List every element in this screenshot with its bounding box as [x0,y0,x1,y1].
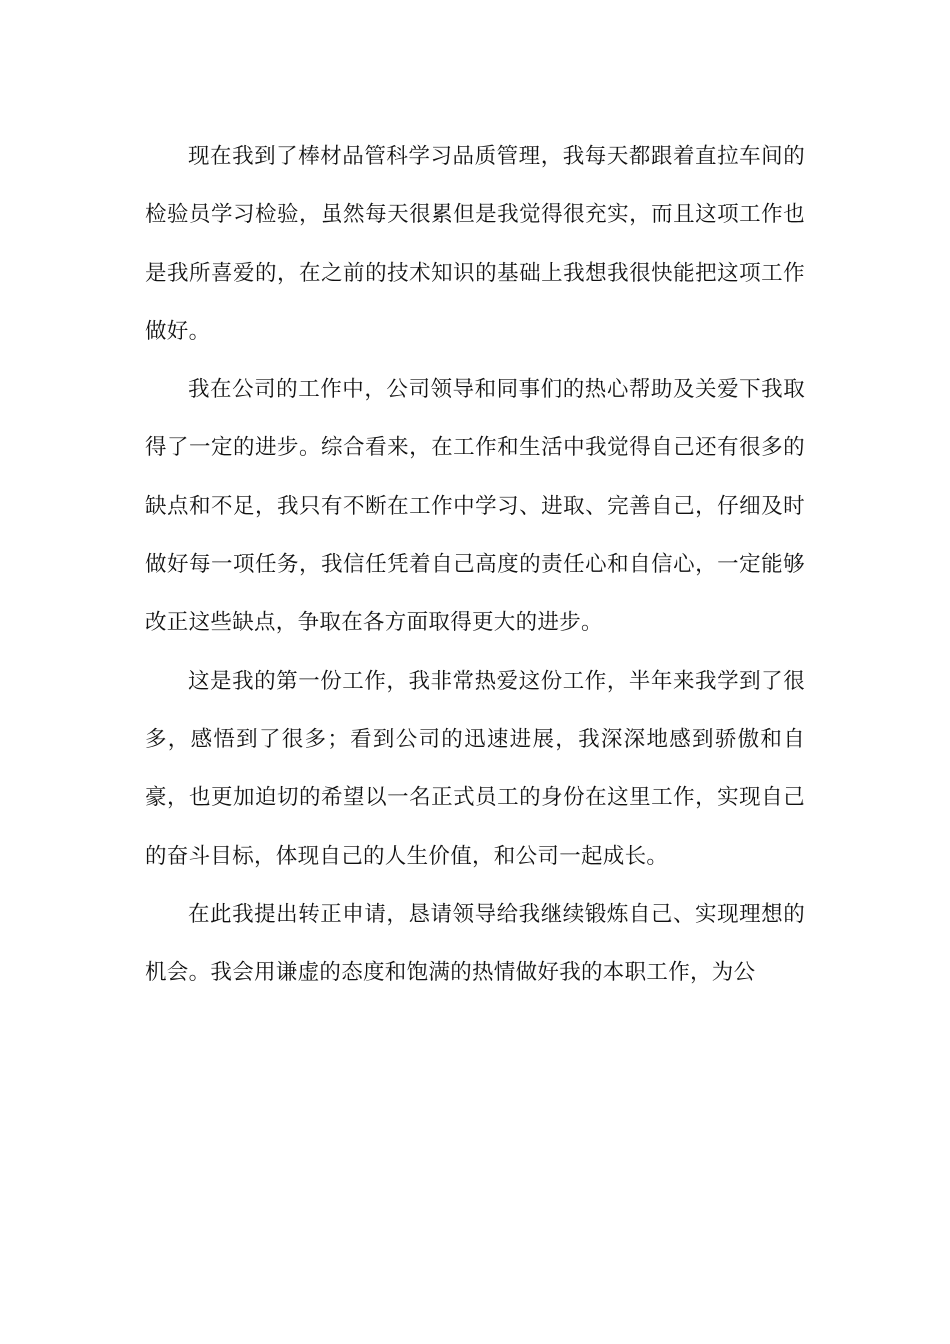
paragraph-3: 这是我的第一份工作，我非常热爱这份工作，半年来我学到了很多，感悟到了很多；看到公司的迅速进展，我深深地感到骄傲和自豪，也更加迫切的希望以一名正式员工的身份在这里工作，实现自己的奋斗目标，体现自己的人生价值，和公司一起成长。 [145,668,805,869]
paragraph-1: 现在我到了棒材品管科学习品质管理，我每天都跟着直拉车间的检验员学习检验，虽然每天很累但是我觉得很充实，而且这项工作也是我所喜爱的，在之前的技术知识的基础上我想我很快能把这项工作做好。 [145,144,805,344]
document-body [145,128,805,1002]
paragraph-2: 我在公司的工作中，公司领导和同事们的热心帮助及关爱下我取得了一定的进步。综合看来，在工作和生活中我觉得自己还有很多的缺点和不足，我只有不断在工作中学习、进取、完善自己，仔细及时做好每一项任务，我信任凭着自己高度的责任心和自信心，一定能够改正这些缺点，争取在各方面取得更大的进步。 [145,377,805,636]
paragraph-4: 在此我提出转正申请，恳请领导给我继续锻炼自己、实现理想的机会。我会用谦虚的态度和饱满的热情做好我的本职工作，为公 [145,901,805,986]
